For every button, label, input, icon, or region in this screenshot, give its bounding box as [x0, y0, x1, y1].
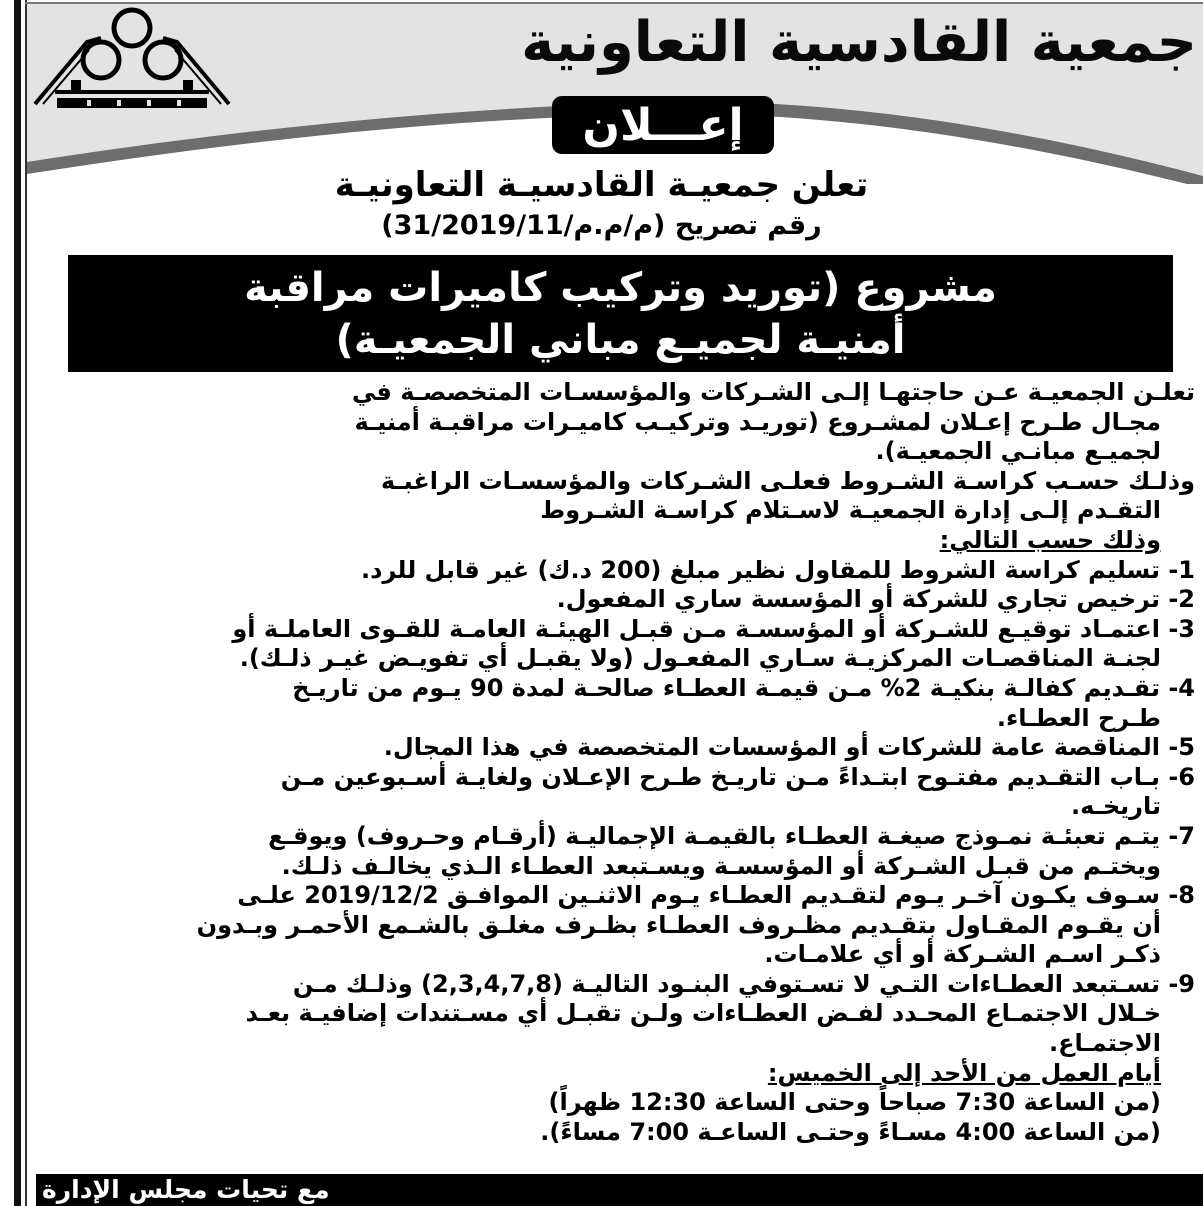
conditions-heading: وذلك حسب التالي:: [939, 525, 1161, 554]
body-paragraph-line: التقـدم إلـى إدارة الجمعيـة لاسـتلام كراسـة الشـروط: [540, 496, 1161, 525]
item-text-continued: طـرح العطـاء.: [996, 703, 1161, 732]
condition-item-1: [36, 556, 1195, 586]
condition-item-5: [36, 733, 1195, 763]
condition-item-7: [36, 822, 1195, 881]
announcement-body: [36, 378, 1195, 1147]
item-text-continued: خـلال الاجتمـاع المحـدد لفـض العطـاءات ولـن تقبـل أي مسـتندات إضافيـة بعـد: [245, 999, 1161, 1028]
item-text-continued: ويختـم من قبـل الشـركة أو المؤسسـة ويسـتبعد العطـاء الـذي يخالـف ذلـك.: [281, 851, 1161, 880]
item-text-continued: لجنـة المناقصـات المركزيـة سـاري المفعـول (ولا يقبـل أي تفويـض غيـر ذلـك).: [239, 644, 1161, 673]
body-paragraph-line: وذلـك حسـب كراسـة الشـروط فعلـى الشـركات والمؤسسـات الراغبـة: [380, 466, 1195, 495]
qadsiya-logo-icon: [27, 4, 237, 114]
item-text-continued: الاجتمـاع.: [1048, 1029, 1161, 1058]
condition-item-2: [36, 585, 1195, 615]
item-number: 6-: [1168, 762, 1195, 791]
organization-name: جمعية القادسية التعاونية: [521, 10, 1197, 75]
item-number: 2-: [1168, 585, 1195, 614]
item-text: تقـديم كفالـة بنكيـة 2% مـن قيمـة العطـاء صالحـة لمدة 90 يـوم من تاريـخ: [292, 673, 1160, 702]
item-number: 4-: [1168, 673, 1195, 702]
project-title-box: [68, 255, 1173, 372]
condition-item-4: [36, 674, 1195, 733]
condition-item-8: [36, 881, 1195, 970]
item-text: اعتمـاد توقيـع للشـركة أو المؤسسـة مـن قبـل الهيئـة العامـة للقـوى العاملـة أو: [232, 614, 1160, 643]
item-text: ترخيص تجاري للشركة أو المؤسسة ساري المفعول.: [556, 585, 1160, 614]
item-text: بـاب التقـديم مفتـوح ابتـداءً مـن تاريـخ طـرح الإعـلان ولغايـة أسـبوعين مـن: [280, 762, 1160, 791]
header-banner: [27, 4, 1203, 184]
project-title-line-1: مشروع (توريد وتركيب كاميرات مراقبة: [244, 264, 997, 311]
evening-hours: (من الساعة 4:00 مسـاءً وحتـى الساعـة 7:00 مساءً).: [540, 1117, 1161, 1146]
item-number: 1-: [1168, 555, 1195, 584]
intro-title: تعلن جمعيـة القادسيـة التعاونيـة: [334, 165, 869, 205]
body-paragraph-line: مجـال طـرح إعـلان لمشـروع (توريـد وتركيـب كاميـرات مراقبـة أمنيـة: [354, 407, 1161, 436]
item-number: 7-: [1168, 821, 1195, 850]
footer-signoff-bar: [36, 1174, 1203, 1206]
body-paragraph-line: تعلـن الجمعيـة عـن حاجتهـا إلـى الشـركات والمؤسسـات المتخصصـة في: [351, 378, 1195, 406]
morning-hours: (من الساعة 7:30 صباحاً وحتى الساعة 12:30 ظهراً): [548, 1088, 1161, 1117]
board-signoff: مع تحيات مجلس الإدارة: [42, 1175, 330, 1204]
item-text: تسـتبعد العطـاءات التـي لا تسـتوفي البنـود التاليـة (2,3,4,7,8) وذلـك مـن: [292, 969, 1160, 998]
condition-item-3: [36, 615, 1195, 674]
item-number: 9-: [1168, 969, 1195, 998]
announcement-badge: إعـــلان: [552, 96, 774, 154]
item-text: سـوف يكـون آخـر يـوم لتقـديم العطـاء يـوم الاثنـين الموافـق 2019/12/2 علـى: [237, 881, 1160, 910]
project-title-line-2: أمنيـة لجميـع مباني الجمعيـة): [335, 316, 906, 363]
condition-item-9: [36, 970, 1195, 1059]
item-text-continued: أن يقـوم المقـاول بتقـديم مظـروف العطـاء بظـرف مغلـق بالشـمع الأحمـر وبـدون: [196, 910, 1161, 939]
item-text: تسليم كراسة الشروط للمقاول نظير مبلغ (200 د.ك) غير قابل للرد.: [361, 555, 1160, 584]
item-number: 3-: [1168, 614, 1195, 643]
working-days-heading: أيام العمل من الأحد إلى الخميس:: [767, 1058, 1161, 1087]
item-text-continued: تاريخـه.: [1070, 792, 1161, 821]
item-text: المناقصة عامة للشركات أو المؤسسات المتخصصة في هذا المجال.: [383, 733, 1160, 762]
item-number: 8-: [1168, 881, 1195, 910]
condition-item-6: [36, 763, 1195, 822]
body-paragraph-line: لجميـع مبانـي الجمعيـة).: [875, 437, 1161, 466]
item-number: 5-: [1168, 733, 1195, 762]
item-text: يتـم تعبئـة نمـوذج صيغـة العطـاء بالقيمـة الإجماليـة (أرقـام وحـروف) ويوقـع: [268, 821, 1160, 850]
permit-number: رقم تصريح (م/م.م/31/2019/11): [381, 210, 822, 241]
item-text-continued: ذكـر اسـم الشـركة أو أي علامـات.: [764, 940, 1161, 969]
